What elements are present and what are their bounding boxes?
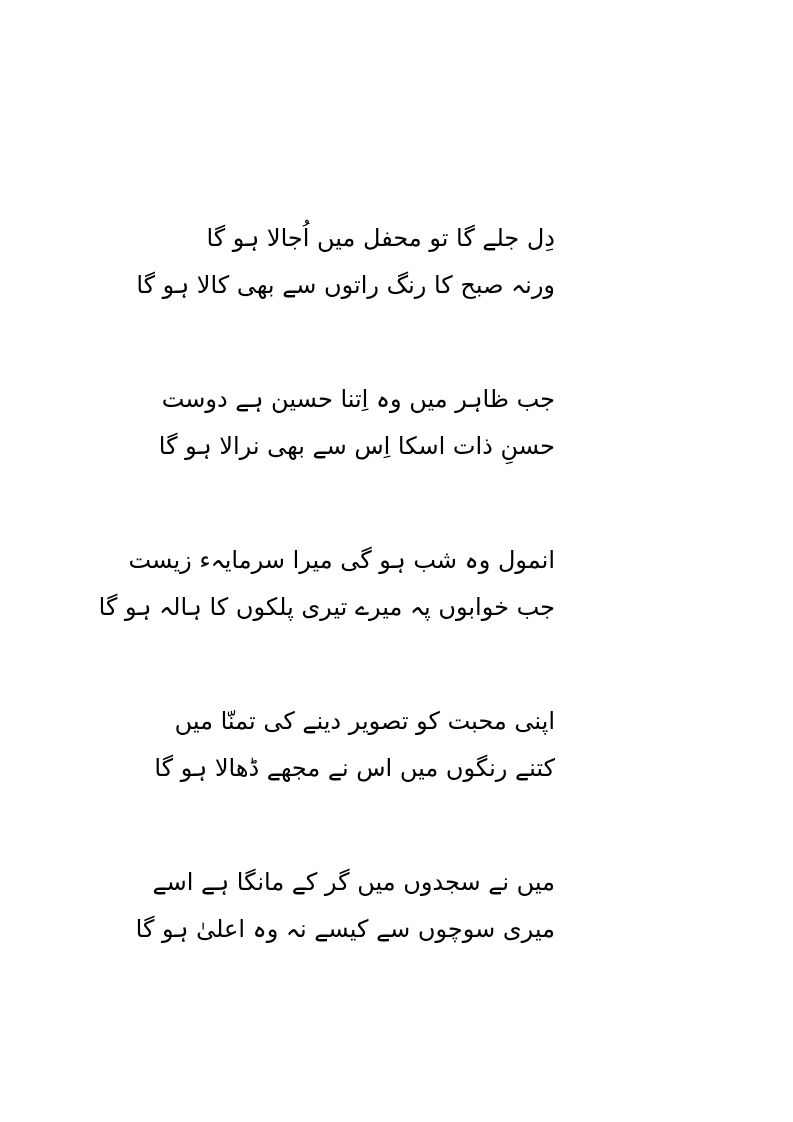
verse-line: ورنہ صبح کا رنگ راتوں سے بھی کالا ہو گا bbox=[136, 271, 555, 299]
verse-line: میری سوچوں سے کیسے نہ وہ اعلیٰ ہو گا bbox=[135, 915, 555, 943]
verse-line: جب خوابوں پہ میرے تیری پلکوں کا ہالہ ہو گا bbox=[98, 593, 555, 621]
stanza-4 bbox=[150, 698, 555, 792]
verse-line: حسنِ ذات اسکا اِس سے بھی نرالا ہو گا bbox=[158, 432, 555, 460]
stanza-3 bbox=[98, 537, 555, 631]
verse-line: میں نے سجدوں میں گر کے مانگا ہے اسے bbox=[152, 868, 555, 896]
verse-line: کتنے رنگوں میں اس نے مجھے ڈھالا ہو گا bbox=[154, 754, 555, 782]
stanza-1 bbox=[136, 215, 555, 309]
poem bbox=[98, 215, 555, 953]
stanza-5 bbox=[135, 859, 555, 953]
verse-line: جب ظاہر میں وہ اِتنا حسین ہے دوست bbox=[161, 385, 555, 413]
stanza-2 bbox=[150, 376, 555, 470]
verse-line: دِل جلے گا تو محفل میں اُجالا ہو گا bbox=[206, 224, 555, 252]
verse-line: انمول وہ شب ہو گی میرا سرمایہء زیست bbox=[128, 546, 555, 574]
verse-line: اپنی محبت کو تصویر دینے کی تمنّا میں bbox=[174, 707, 555, 735]
